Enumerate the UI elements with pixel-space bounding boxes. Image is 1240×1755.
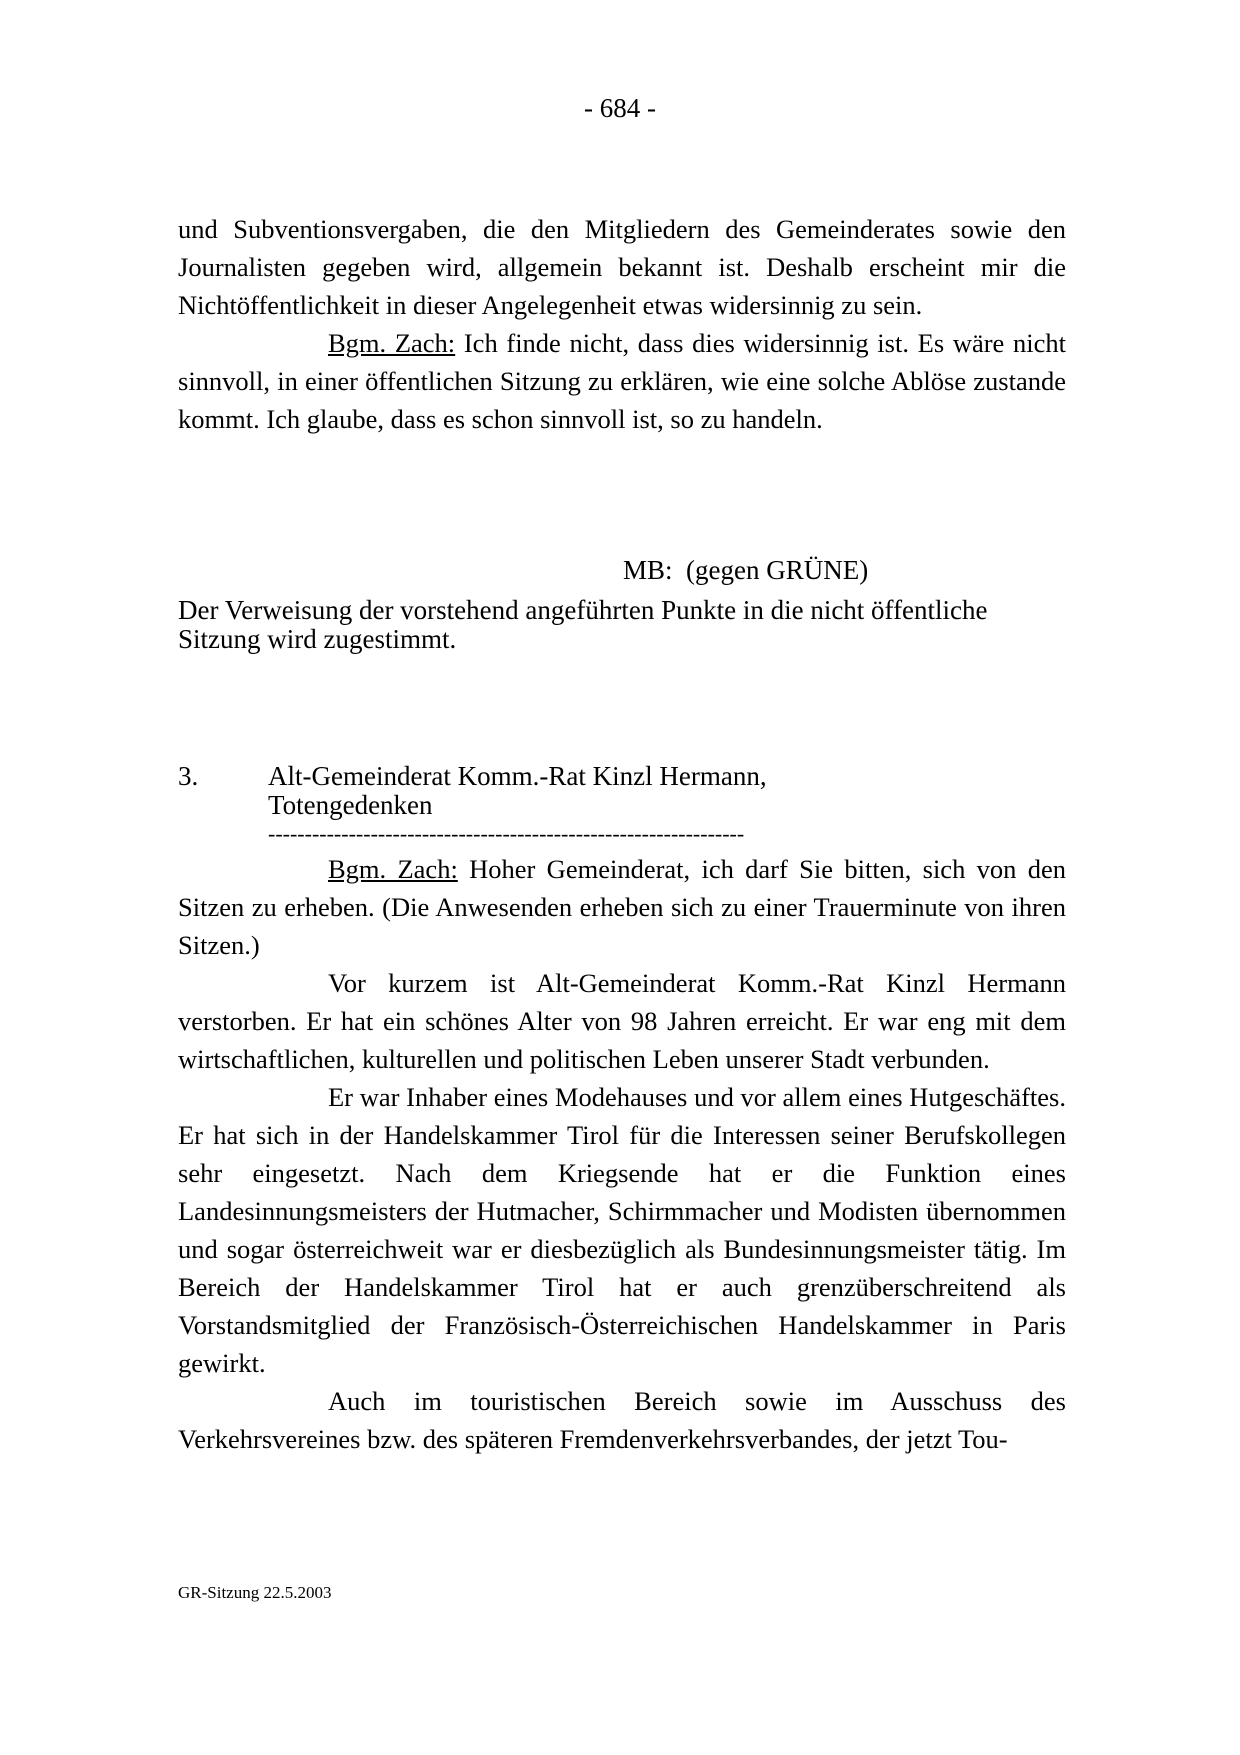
speech-paragraph-1: Vor kurzem ist Alt-Gemeinderat Komm.-Rat Kinzl Hermann verstorben. Er hat ein schönes Alter von 98 Jahren erreicht. Er war eng mit dem wirtschaftlichen, kulturellen und politischen Leben unserer Stadt verbunden. <box>178 968 1066 1074</box>
speech-section <box>178 850 1066 1458</box>
intro-paragraph: und Subventionsvergaben, die den Mitgliedern des Gemeinderates sowie den Journalisten gegeben wird, allgemein bekannt ist. Deshalb erscheint mir die Nichtöffentlichkeit in dieser Angelegenheit etwas widersinnig zu sein. <box>178 214 1066 320</box>
agenda-item-title: Alt-Gemeinderat Komm.-Rat Kinzl Hermann, Totengedenken <box>268 761 767 820</box>
intro-section <box>178 210 1066 438</box>
vote-result-label: MB: (gegen GRÜNE) <box>623 555 869 585</box>
speech-opening-text: Hoher Gemeinderat, ich darf Sie bitten, sich von den Sitzen zu erheben. (Die Anwesenden erheben sich zu einer Trauerminute von ihren Sitzen.) <box>178 854 1066 960</box>
reply-text: Ich finde nicht, dass dies widersinnig ist. Es wäre nicht sinnvoll, in einer öffentlichen Sitzung zu erklären, wie eine solche Ablöse zustande kommt. Ich glaube, dass es schon sinnvoll ist, so zu handeln. <box>178 328 1066 434</box>
speech-paragraph-3: Auch im touristischen Bereich sowie im Ausschuss des Verkehrsvereines bzw. des späteren Fremdenverkehrsverbandes, der jetzt Tou- <box>178 1386 1066 1454</box>
speaker-label: Bgm. Zach: <box>328 328 456 358</box>
agenda-item-separator: ----------------------------------------------------------------- <box>268 822 745 846</box>
reply-paragraph <box>178 324 1066 438</box>
speech-opening <box>178 850 1066 964</box>
speaker-label: Bgm. Zach: <box>328 854 458 884</box>
agenda-item-number: 3. <box>178 761 199 791</box>
page-footer: GR-Sitzung 22.5.2003 <box>178 1583 332 1602</box>
speech-paragraph-2: Er war Inhaber eines Modehauses und vor allem eines Hutgeschäftes. Er hat sich in der Handelskammer Tirol für die Interessen seiner Berufskollegen sehr eingesetzt. Nach dem Kriegsende hat er die Funktion eines Landesinnungsmeisters der Hutmacher, Schirmmacher und Modisten übernommen und sogar österreichweit war er diesbezüglich als Bundesinnungsmeister tätig. Im Bereich der Handelskammer Tirol hat er auch grenzüberschreitend als Vorstandsmitglied der Französisch-Österreichischen Handelskammer in Paris gewirkt. <box>178 1082 1066 1378</box>
decision-text: Der Verweisung der vorstehend angeführten Punkte in die nicht öffentliche Sitzung wird zugestimmt. <box>178 595 988 654</box>
page-number: - 684 - <box>584 93 656 123</box>
